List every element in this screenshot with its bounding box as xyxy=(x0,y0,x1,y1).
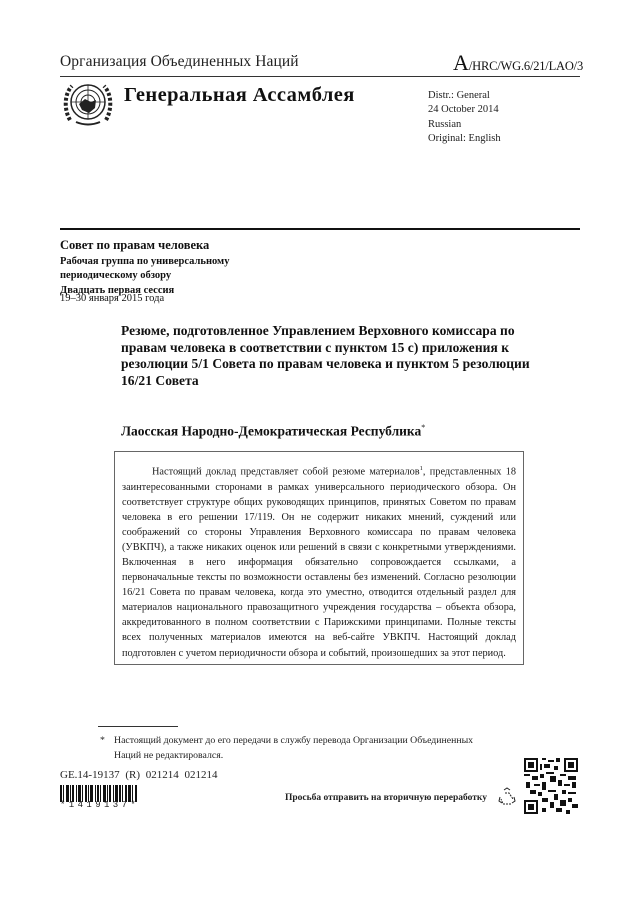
barcode-number: *1419137* xyxy=(60,800,140,810)
country-name: Лаосская Народно-Демократическая Республика xyxy=(121,423,422,439)
section-divider xyxy=(60,228,580,230)
session-dates: 19–30 января 2015 года xyxy=(60,293,165,304)
original-language: Original: English xyxy=(428,132,501,144)
working-group-line1: Рабочая группа по универсальному xyxy=(60,256,230,267)
working-group-line2: периодическому обзору xyxy=(60,270,172,282)
header-divider xyxy=(60,76,580,77)
job-number: GE.14-19137 (R) 021214 021214 xyxy=(60,769,218,781)
document-title: Резюме, подготовленное Управлением Верховного комиссара по правам человека в соответствии с пунктом 15 с) приложения к резолюции 5/1 Совета по правам человека и пунктом 5 резолюции 16/21 Совета xyxy=(121,323,530,388)
summary-part2: , представленных 18 заинтересованными сторонами в рамках универсального периодического обзора. Он соответствует структуре общих руководящих принципов, принятых Советом по правам человека в его решении 17/119. Он не содержит никаких мнений, суждений или соображений со стороны Управления Верховного комиссара по правам человека (УВКПЧ), а также никаких оценок или решений в связи с конкретными утверждениями. Включенная в него информация обязательно сопровождается ссылками, а первоначальные тексты по возможности оставлены без изменений. Согласно резолюции 16/21 Совета по правам человека, когда это уместно, отводится отдельный раздел для материалов национального правозащитного учреждения государства – объекта обзора, аккредитованного в полном соответствии с Парижскими принципами. Полные тексты всех полученных материалов имеются на веб-сайте УВКПЧ. Настоящий доклад подготовлен с учетом периодичности обзора и событий, произошедших за этот период. xyxy=(122,466,516,659)
footnote-line2: Наций не редактировался. xyxy=(114,750,224,761)
qr-code-icon xyxy=(524,758,578,814)
country-heading xyxy=(121,423,425,440)
un-emblem-icon xyxy=(62,80,114,128)
distribution-block xyxy=(428,89,501,146)
body-title: Генеральная Ассамблея xyxy=(124,84,355,106)
footnote-mark: * xyxy=(100,735,105,746)
distribution-date: 24 October 2014 xyxy=(428,104,499,116)
recycle-icon xyxy=(497,787,517,807)
document-symbol xyxy=(453,50,583,76)
symbol-code: /HRC/WG.6/21/LAO/3 xyxy=(468,59,583,73)
country-footnote-mark: * xyxy=(421,423,426,432)
distribution-type: Distr.: General xyxy=(428,90,490,101)
footnote xyxy=(100,733,520,763)
session-name: Двадцать первая сессия xyxy=(60,284,175,296)
summary-text xyxy=(122,461,516,661)
footnote-line1: Настоящий документ до его передачи в службу перевода Организации Объединенных xyxy=(114,735,474,746)
organization-name: Организация Объединенных Наций xyxy=(60,53,299,70)
council-name: Совет по правам человека xyxy=(60,238,210,252)
recycle-notice: Просьба отправить на вторичную переработку xyxy=(285,793,487,803)
distribution-language: Russian xyxy=(428,118,462,130)
summary-part1: Настоящий доклад представляет собой резюме материалов xyxy=(152,466,420,478)
symbol-letter: A xyxy=(453,50,469,75)
summary-footnote-ref[interactable]: 1 xyxy=(419,465,423,472)
footnote-divider xyxy=(98,726,178,727)
